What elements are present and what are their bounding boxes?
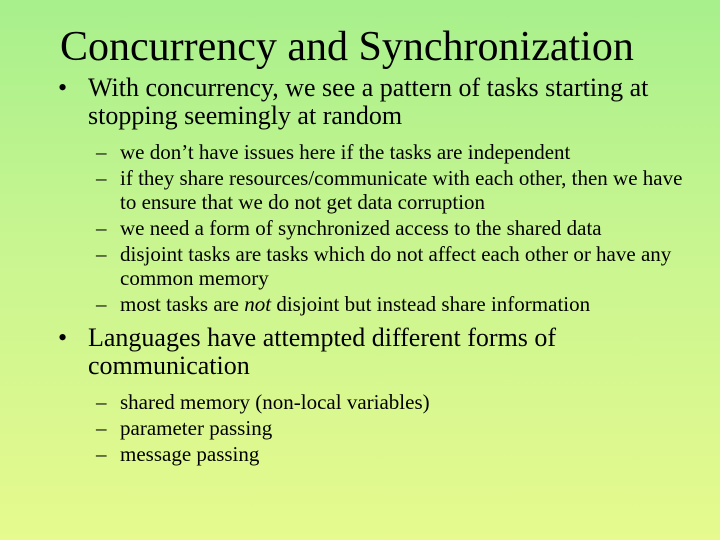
sub-bullet-text: parameter passing <box>120 416 273 440</box>
text-before-emphasis: most tasks are <box>120 292 245 316</box>
sub-bullet-item <box>96 216 698 240</box>
sub-bullet-item <box>96 416 698 440</box>
sub-bullet-text: disjoint tasks are tasks which do not affect each other or have any common memory <box>120 242 672 290</box>
sub-bullet-item <box>96 140 698 164</box>
sub-bullet-item <box>96 242 698 290</box>
bullet-text: With concurrency, we see a pattern of tasks starting at stopping seemingly at random <box>88 73 649 130</box>
bullet-marker: • <box>58 73 68 102</box>
sub-bullet-item <box>96 166 698 214</box>
sub-bullet-text: if they share resources/communicate with each other, then we have to ensure that we do not get data corruption <box>120 166 683 214</box>
sub-bullet-marker: – <box>96 390 107 414</box>
text-after-emphasis: disjoint but instead share information <box>271 292 591 316</box>
bullet-item <box>58 74 698 130</box>
sub-bullet-marker: – <box>96 442 107 466</box>
slide-title: Concurrency and Synchronization <box>60 24 634 70</box>
sub-bullet-text: we don’t have issues here if the tasks are independent <box>120 140 571 164</box>
sub-bullet-marker: – <box>96 166 107 190</box>
sub-bullet-marker: – <box>96 216 107 240</box>
sub-bullet-item <box>96 442 698 466</box>
sub-bullet-list <box>96 140 698 316</box>
sub-bullet-text: message passing <box>120 442 260 466</box>
emphasis-text: not <box>244 292 272 316</box>
sub-bullet-list <box>96 390 698 466</box>
sub-bullet-item <box>96 390 698 414</box>
bullet-text: Languages have attempted different forms of communication <box>88 323 557 380</box>
bullet-list <box>58 74 698 468</box>
bullet-marker: • <box>58 323 68 352</box>
bullet-item <box>58 324 698 380</box>
sub-bullet-item <box>96 292 698 316</box>
sub-bullet-marker: – <box>96 242 107 266</box>
sub-bullet-text <box>120 292 698 316</box>
sub-bullet-text: shared memory (non-local variables) <box>120 390 430 414</box>
sub-bullet-marker: – <box>96 416 107 440</box>
sub-bullet-text: we need a form of synchronized access to the shared data <box>120 216 602 240</box>
sub-bullet-marker: – <box>96 292 107 316</box>
sub-bullet-marker: – <box>96 140 107 164</box>
